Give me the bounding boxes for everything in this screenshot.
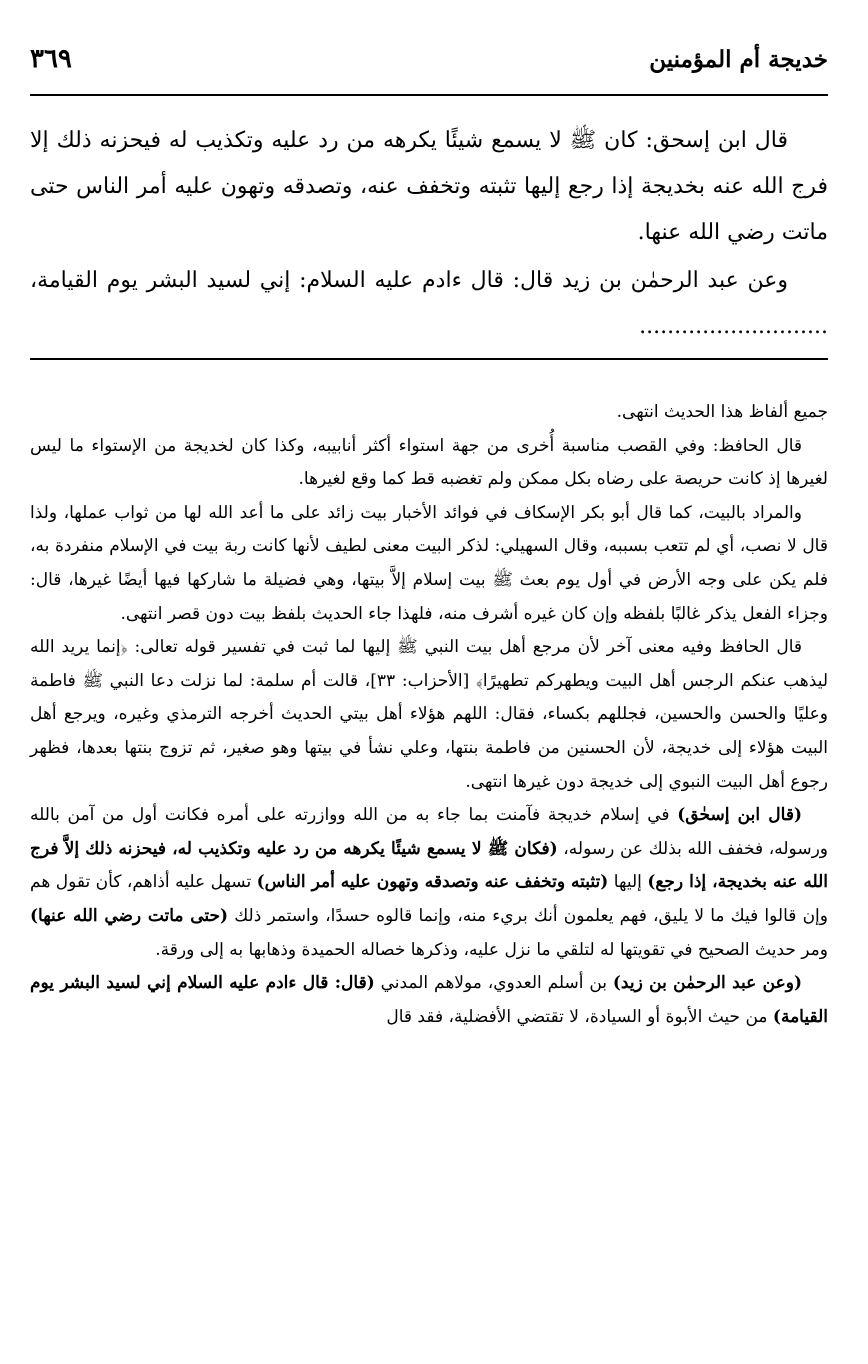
commentary-paragraph xyxy=(30,799,828,967)
commentary-span: من حيث الأبوة أو السيادة، لا تقتضي الأفضلية، فقد قال xyxy=(386,1006,773,1027)
main-text xyxy=(30,118,828,352)
quoted-matn: (قال ابن إسحٰق) xyxy=(677,805,802,826)
page-number: ٣٦٩ xyxy=(30,44,72,74)
commentary-text xyxy=(30,396,828,1034)
main-text-paragraph: قال ابن إسحق: كان ﷺ لا يسمع شيئًا يكرهه من رد عليه وتكذيب له فيحزنه ذلك إلا فرج الله عنه بخديجة إذا رجع إليها تثبته وتخفف عنه، وتصدقه وتهون عليه أمر الناس حتى ماتت رضي الله عنها. xyxy=(30,128,828,245)
quoted-matn: (قال: قال ءادم عليه السلام إني لسيد البشر يوم القيامة) xyxy=(30,973,828,1027)
commentary-span: في إسلام خديجة فآمنت بما جاء به من الله ووازرته على أمره فكانت أول من آمن بالله ورسوله، فخفف الله بذلك عن رسوله، xyxy=(30,805,828,859)
commentary-paragraph: قال الحافظ: وفي القصب مناسبة أُخرى من جهة استواء أكثر أنابيبه، وكذا كان لخديجة من الإستواء ما ليس لغيرها إذ كانت حريصة على رضاه بكل ممكن ولم تغضبه قط كما وقع لغيرها. xyxy=(30,435,828,490)
quoted-matn: (وعن عبد الرحمٰن بن زيد) xyxy=(612,973,803,994)
quoted-matn: (تثبته وتخفف عنه وتصدقه وتهون عليه أمر الناس) xyxy=(256,872,609,893)
running-title: خديجة أم المؤمنين xyxy=(649,45,828,73)
main-text-paragraph: وعن عبد الرحمٰن بن زيد قال: قال ءادم عليه السلام: إني لسيد البشر يوم القيامة، ........................... xyxy=(30,268,828,339)
commentary-span: ومر حديث الصحيح في تقويتها له لتلقي ما نزل عليه، وذكرها خصاله الحميدة وذهابها به إلى ورقة. xyxy=(155,939,828,960)
page-header xyxy=(30,38,828,80)
section-divider-rule xyxy=(30,358,828,360)
quoted-matn: (فكان ﷺ لا يسمع شيئًا يكرهه من رد عليه وتكذيب له، فيحزنه ذلك إلاَّ فرج الله عنه بخديجة، إذا رجع) xyxy=(30,838,828,893)
commentary-paragraph: والمراد بالبيت، كما قال أبو بكر الإسكاف في فوائد الأخبار بيت زائد على ما أعد الله لها من ثواب عملها، ولذا قال لا نصب، أي لم تتعب بسببه، وقال السهيلي: لذكر البيت معنى لطيف لأنها كانت ربة بيت في الإسلام منفردة به، فلم يكن على وجه الأرض في أول يوم بعث ﷺ بيت إسلام إلاَّ بيتها، وهي فضيلة ما شاركها فيها أيضًا غيرها، قال: وجزاء الفعل يذكر غالبًا بلفظه وإن كان غيره أشرف منه، فلهذا جاء الحديث بلفظ بيت دون قصر انتهى. xyxy=(30,502,828,624)
commentary-paragraph: جميع ألفاظ هذا الحديث انتهى. xyxy=(616,402,828,422)
commentary-span: تسهل عليه أذاهم، كأن تقول هم وإن قالوا فيك ما لا يليق، فهم يعلمون أنك بريء منه، وإنما قالوه حسدًا، واستمر ذلك xyxy=(30,872,828,926)
commentary-span: إليها xyxy=(608,872,648,893)
commentary-span: بن أسلم العدوي، مولاهم المدني xyxy=(374,973,613,994)
commentary-paragraph: قال الحافظ وفيه معنى آخر لأن مرجع أهل بيت النبي ﷺ إليها لما ثبت في تفسير قوله تعالى: ﴿إنما يريد الله ليذهب عنكم الرجس أهل البيت ويطهركم تطهيرًا﴾ [الأحزاب: ٣٣]، قالت أم سلمة: لما نزلت دعا النبي ﷺ فاطمة وعليًا والحسن والحسين، فجللهم بكساء، فقال: اللهم هؤلاء أهل بيتي الحديث أخرجه الترمذي وغيره، ويرجع أهل البيت هؤلاء إلى خديجة، لأن الحسنين من فاطمة بنتها، وعلي نشأ في بيتها وهو صغير، ثم تزوج بنتها بعدها، فظهر رجوع أهل البيت النبوي إلى خديجة دون غيرها انتهى. xyxy=(30,637,829,792)
header-rule xyxy=(30,94,828,96)
commentary-paragraph xyxy=(30,967,828,1034)
quoted-matn: (حتى ماتت رضي الله عنها) xyxy=(30,905,229,926)
